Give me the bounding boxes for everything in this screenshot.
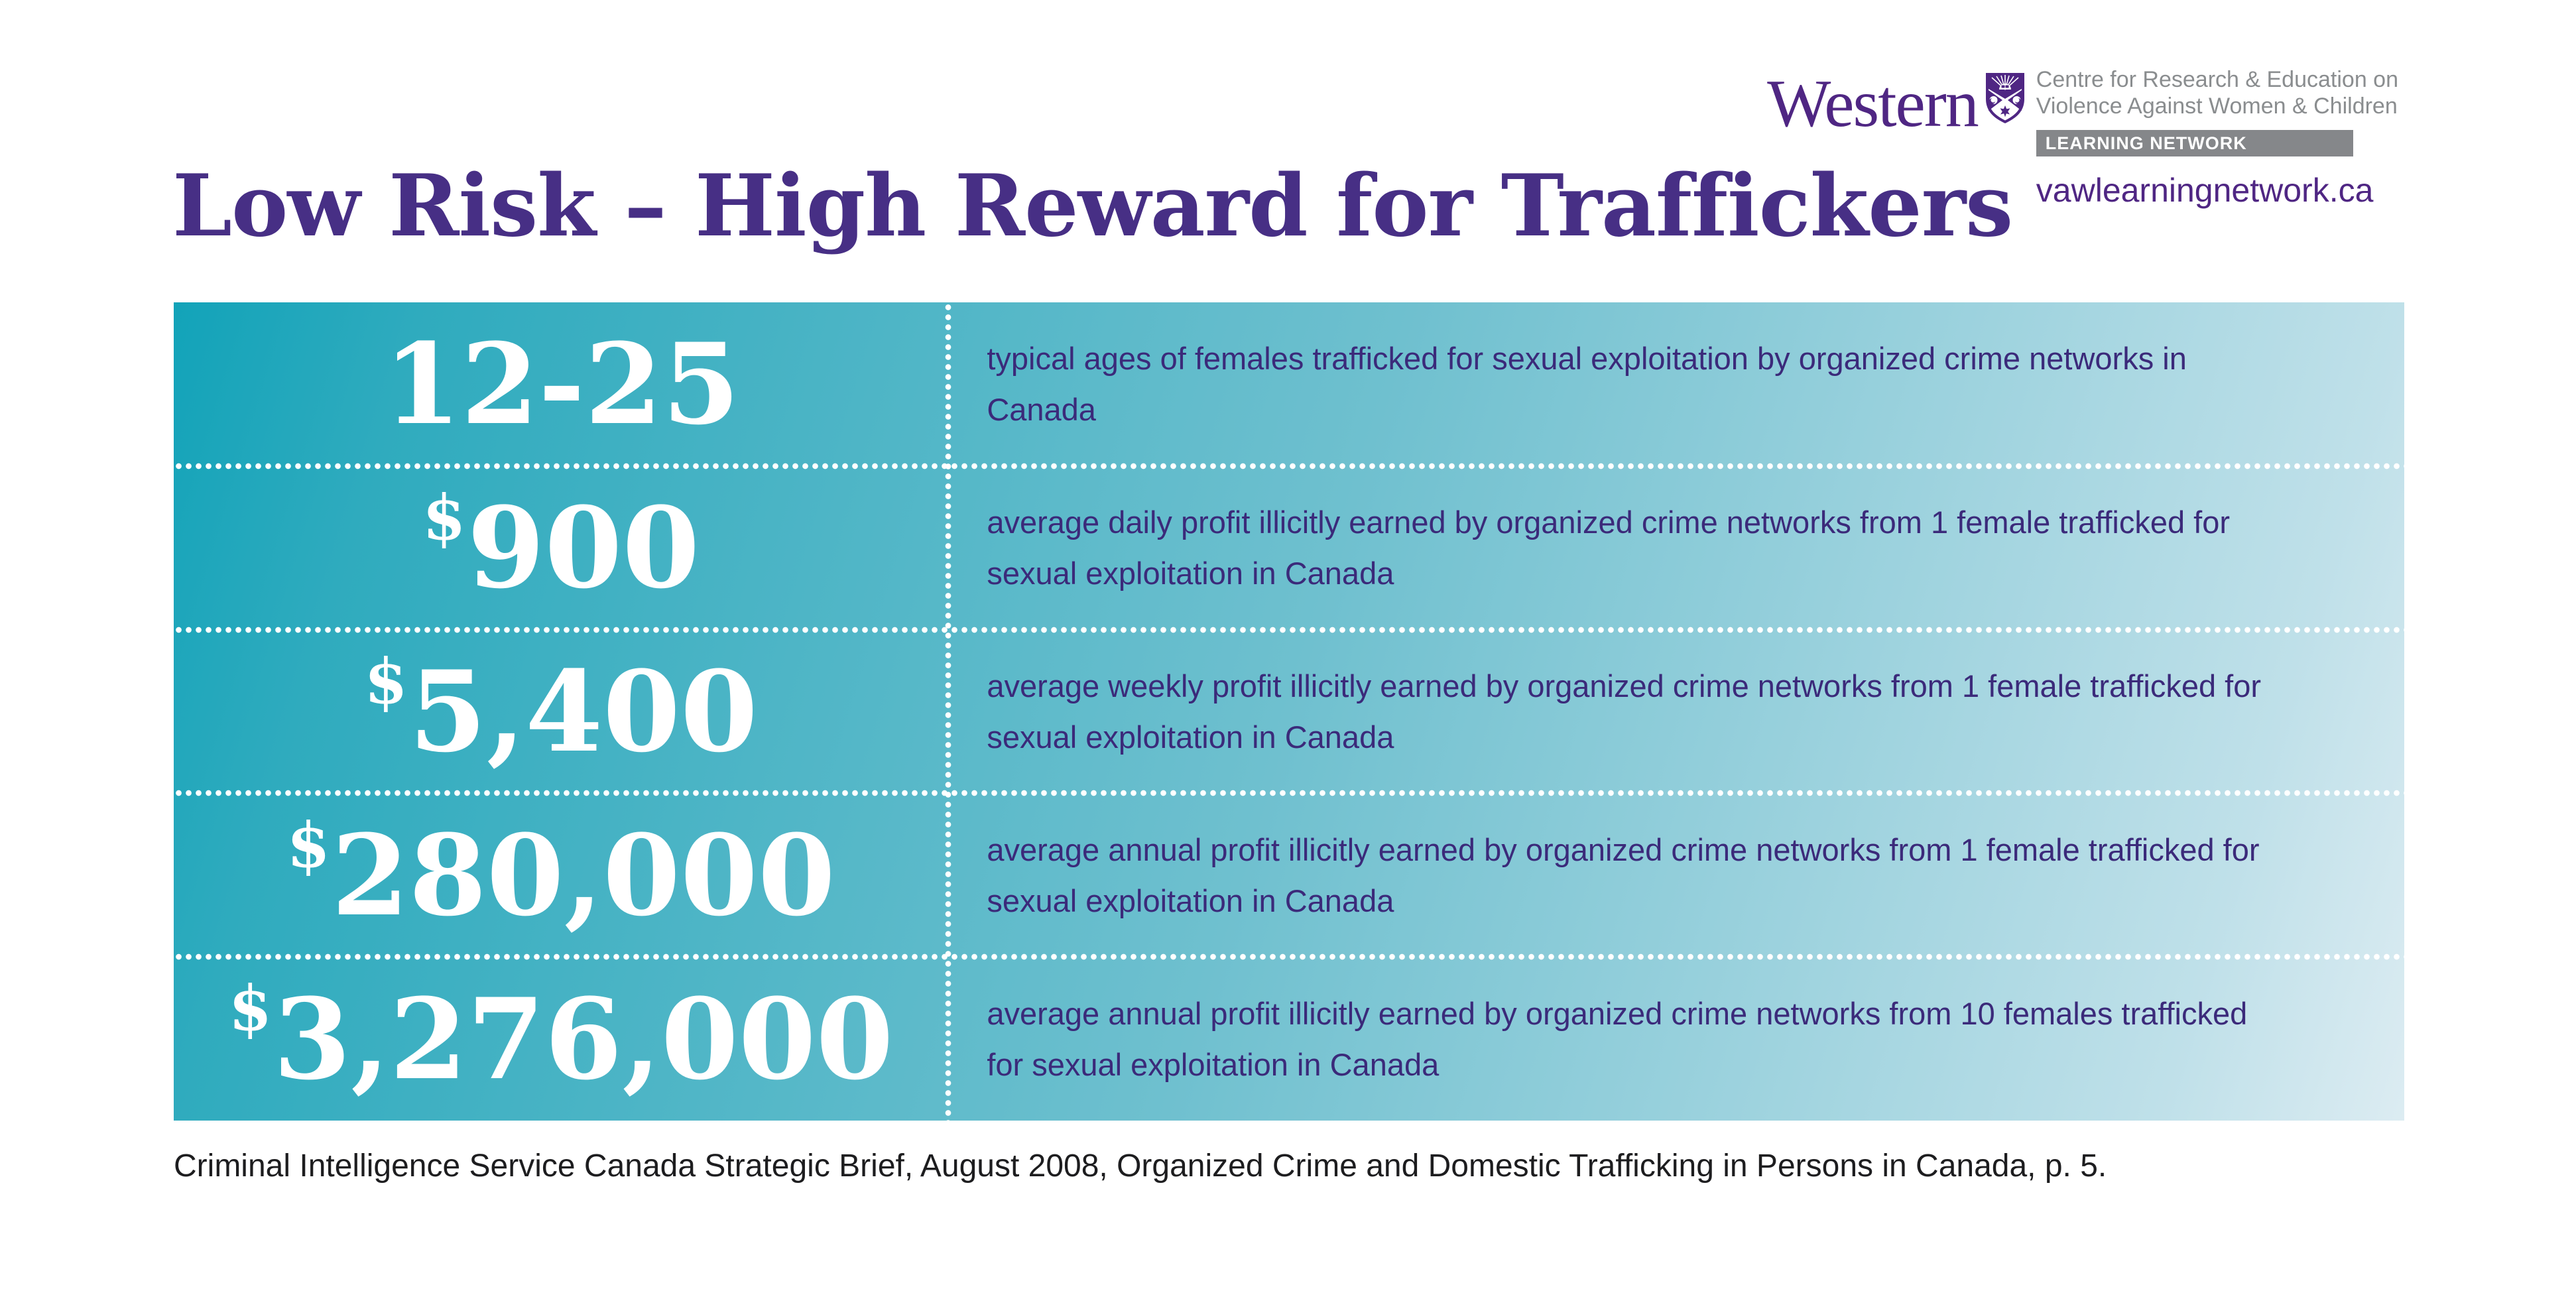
stat-number: 12-25 bbox=[383, 318, 740, 450]
table-row bbox=[174, 793, 2404, 957]
org-name-line2: Violence Against Women & Children bbox=[2036, 93, 2398, 119]
stat-value bbox=[174, 957, 948, 1121]
stat-description: typical ages of females trafficked for sexual exploitation by organized crime networks in Canada bbox=[987, 341, 2187, 428]
dollar-sign: $ bbox=[364, 644, 408, 718]
stat-number: 3,276,000 bbox=[273, 973, 894, 1105]
stat-value bbox=[174, 302, 948, 466]
learning-network-banner: LEARNING NETWORK bbox=[2036, 130, 2353, 156]
stat-description: average annual profit illicitly earned by organized crime networks from 10 females trafficked for sexual exploitation in Canada bbox=[987, 995, 2248, 1082]
row-dotted-divider bbox=[174, 790, 2404, 796]
stat-value bbox=[174, 466, 948, 630]
stat-value bbox=[174, 793, 948, 957]
western-shield-icon bbox=[1985, 72, 2026, 125]
dollar-sign: $ bbox=[286, 808, 330, 882]
stat-description: average annual profit illicitly earned by organized crime networks from 1 female trafficked for sexual exploitation in Canada bbox=[987, 831, 2260, 918]
stat-number: 5,400 bbox=[408, 645, 758, 777]
table-row bbox=[174, 466, 2404, 630]
vertical-dotted-divider bbox=[945, 302, 951, 1121]
table-row bbox=[174, 630, 2404, 794]
org-name-line1: Centre for Research & Education on bbox=[2036, 67, 2398, 92]
website-link[interactable]: vawlearningnetwork.ca bbox=[2036, 172, 2374, 209]
stat-description: average daily profit illicitly earned by organized crime networks from 1 female trafficked for sexual exploitation in Canada bbox=[987, 505, 2231, 591]
dollar-sign: $ bbox=[422, 481, 466, 554]
dollar-sign: $ bbox=[228, 972, 273, 1046]
western-wordmark: Western bbox=[1767, 66, 1978, 141]
fact-table bbox=[174, 302, 2404, 1121]
stat-number: 900 bbox=[467, 482, 700, 614]
row-dotted-divider bbox=[174, 953, 2404, 960]
table-row bbox=[174, 302, 2404, 466]
fact-rows bbox=[174, 302, 2404, 1121]
source-citation: Criminal Intelligence Service Canada Strategic Brief, August 2008, Organized Crime and Domestic Trafficking in Persons in Canada, p. 5. bbox=[174, 1148, 2107, 1184]
stat-value bbox=[174, 630, 948, 794]
row-dotted-divider bbox=[174, 627, 2404, 633]
table-row bbox=[174, 957, 2404, 1121]
logo-text-column bbox=[2036, 66, 2398, 210]
stat-description: average weekly profit illicitly earned by organized crime networks from 1 female trafficked for sexual exploitation in Canada bbox=[987, 668, 2262, 755]
row-dotted-divider bbox=[174, 463, 2404, 469]
stat-number: 280,000 bbox=[331, 809, 835, 941]
page-title: Low Risk – High Reward for Traffickers bbox=[172, 156, 2013, 256]
